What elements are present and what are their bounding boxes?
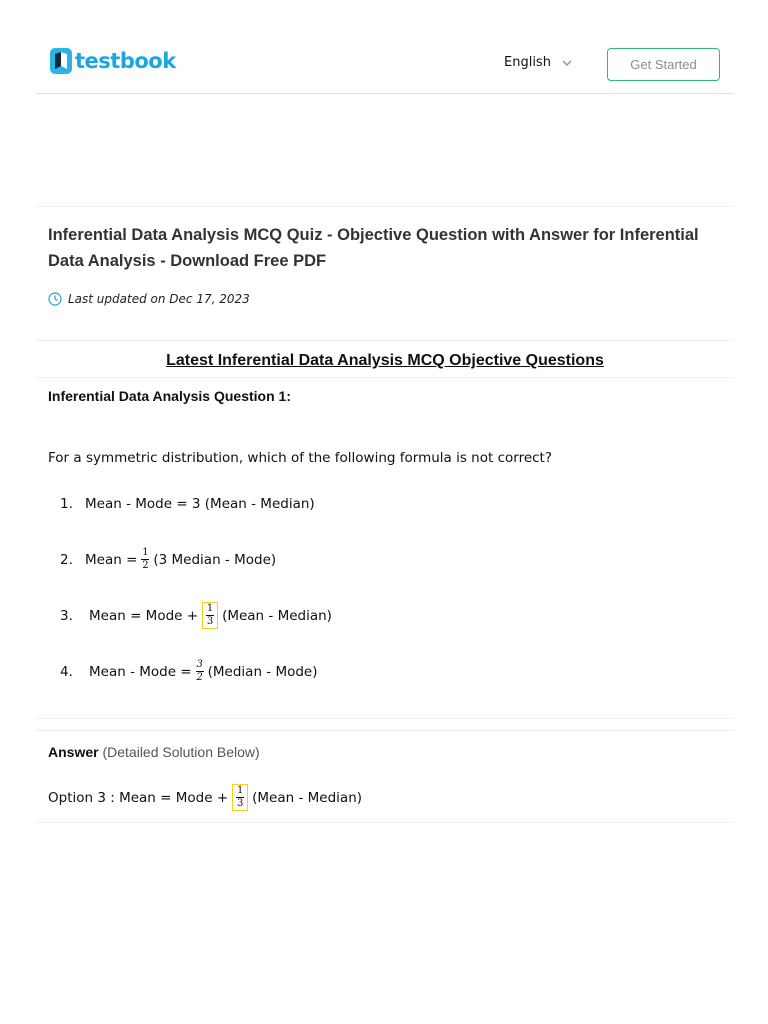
last-updated [48, 292, 250, 306]
answer-heading [48, 744, 260, 760]
divider [36, 206, 734, 207]
option-number: 2. [60, 551, 73, 568]
divider [36, 340, 734, 341]
question-label: Inferential Data Analysis Question 1: [48, 388, 291, 404]
page-title: Inferential Data Analysis MCQ Quiz - Objective Question with Answer for Inferential Data Analysis - Download Free PDF [48, 226, 699, 270]
answer-note: (Detailed Solution Below) [102, 744, 260, 760]
fraction-denominator: 3 [206, 616, 214, 627]
option-number: 3. [60, 607, 73, 624]
last-updated-text: Last updated on Dec 17, 2023 [68, 292, 250, 306]
answer-text [48, 784, 362, 811]
fraction-numerator: 1 [206, 603, 214, 614]
testbook-logo[interactable] [50, 48, 176, 74]
fraction-denominator: 2 [142, 560, 149, 571]
fraction-numerator: 3 [196, 659, 203, 670]
fraction-highlighted [202, 602, 218, 629]
divider [36, 377, 734, 378]
option-text-post: (Mean - Median) [222, 607, 332, 624]
fraction [196, 660, 204, 683]
option-text: Mean - Mode = 3 (Mean - Median) [85, 496, 315, 512]
fraction-numerator: 1 [142, 547, 149, 558]
logo-text: testbook [75, 49, 176, 73]
section-heading: Latest Inferential Data Analysis MCQ Objective Questions [166, 352, 604, 369]
fraction [141, 548, 149, 571]
option-2 [60, 548, 276, 571]
option-number: 4. [60, 663, 73, 680]
divider [36, 730, 734, 731]
logo-book-icon [50, 48, 72, 74]
option-number: 1. [60, 496, 73, 512]
fraction-denominator: 3 [236, 798, 244, 809]
option-text-pre: Mean = [85, 551, 138, 568]
language-selector[interactable] [504, 55, 573, 70]
divider [36, 718, 734, 719]
answer-text-pre: Option 3 : Mean = Mode + [48, 789, 229, 806]
get-started-button[interactable]: Get Started [607, 48, 720, 81]
fraction-highlighted [232, 784, 248, 811]
divider [36, 822, 734, 823]
site-header [36, 36, 734, 94]
option-text-post: (Median - Mode) [207, 663, 318, 680]
option-1 [60, 496, 315, 512]
option-3 [60, 602, 332, 629]
option-4 [60, 660, 318, 683]
option-text-pre: Mean = Mode + [89, 607, 199, 624]
option-text-pre: Mean - Mode = [89, 663, 192, 680]
language-label: English [504, 55, 551, 70]
fraction-numerator: 1 [236, 785, 244, 796]
answer-text-post: (Mean - Median) [252, 789, 363, 806]
option-text-post: (3 Median - Mode) [153, 551, 277, 568]
chevron-down-icon [561, 57, 573, 69]
answer-label: Answer [48, 744, 99, 760]
clock-icon [48, 292, 62, 306]
question-text: For a symmetric distribution, which of the following formula is not correct? [48, 450, 553, 466]
fraction-denominator: 2 [196, 672, 203, 683]
